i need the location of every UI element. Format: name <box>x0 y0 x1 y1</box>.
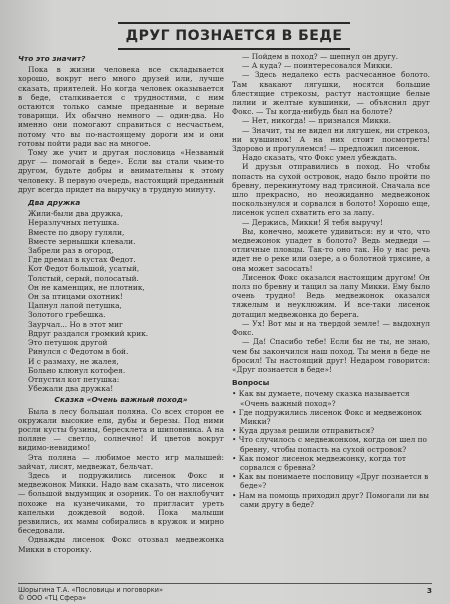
paragraph: Однажды лисенок Фокс отозвал медвежонка Микки в сторонку. <box>18 535 224 554</box>
question-item: • Как помог лисенок медвежонку, когда тот сорвался с бревна? <box>232 454 430 472</box>
question-item: • Как вы понимаете пословицу «Друг познается в беде»? <box>232 472 430 490</box>
paragraph: — Ух! Вот мы и на твердой земле! — выдохнул Фокс. <box>232 318 430 338</box>
footer-line: © ООО «ТЦ Сфера» <box>18 594 87 602</box>
poem-line: Заурчал... Но в этот миг <box>28 319 123 329</box>
poem-title: Два дружка <box>28 198 81 208</box>
footer-rule <box>18 583 432 584</box>
poem-line: Вместе по двору гуляли, <box>28 227 125 237</box>
paragraph: Надо сказать, что Фокс умел убеждать. <box>242 153 397 163</box>
poem-line: Отпустил кот петушка: <box>28 374 120 384</box>
poem-line: Кот Федот большой, усатый, <box>28 264 140 274</box>
page-number: 3 <box>426 586 432 595</box>
paragraph: — Держись, Микки! Я тебя выручу! <box>242 217 383 227</box>
poem-line: Где дремал в кустах Федот. <box>28 255 136 265</box>
poem-line: Неразлучных петушка. <box>28 218 120 228</box>
question-item: • Как вы думаете, почему сказка называется «Очень важный поход»? <box>232 389 430 407</box>
poem-line: Цапнул лапой петушка, <box>28 301 122 311</box>
paragraph: Эта поляна — любимое место игр малышей: зайчат, лисят, медвежат, бельчат. <box>18 452 224 471</box>
poem-line: Толстый, серый, полосатый. <box>28 273 139 283</box>
paragraph: Здесь и подружились лисенок Фокс и медвежонок Микки. Надо вам сказать, что лисенок — большой выдумщик и озорник. То он нахлобучит похоже на кузнечиками, то пригласит уреть капельки дождевой водой. Пока малыши резвились, их мамы собирались в кружок и мирно беседовали. <box>18 470 224 536</box>
poem-line: И с размаху, не жалея, <box>28 356 119 366</box>
paragraph: Была в лесу большая поляна. Со всех сторон ее окружали высокие ели, дубы и березы. Под ними росли кусты бузины, бересклета и шиповника. А на поляне — светло, солнечно! И цветов вокруг видимо-невидимо! <box>18 406 224 453</box>
paragraph: — Да! Спасибо тебе! Если бы не ты, не знаю, чем бы закончился наш поход. Ты меня в беде не бросил! Ты настоящий друг! Недаром говорится: «Друг познается в беде»! <box>232 337 430 374</box>
title-bar <box>118 22 350 50</box>
poem-line: Вместе зернышки клевали. <box>28 236 136 246</box>
paragraph: Лисенок Фокс оказался настоящим другом! Он полз по бревну и тащил за лапу Микки. Ему было очень трудно! Ведь медвежонок оказался тяжелым и неуклюжим. И все-таки лисенок дотащил медвежонка до берега. <box>232 272 430 319</box>
paragraph: — А куда? — поинтересовался Микки. <box>242 61 393 71</box>
poem <box>18 209 224 393</box>
question-item: • Куда друзья решили отправиться? <box>232 426 430 435</box>
poem-line: Забрели раз в огород, <box>28 246 114 256</box>
poem-line: Это петушок другой <box>28 338 108 348</box>
paragraph: Вы, конечно, можете удивиться: ну и что, что медвежонок упадет в болото? Ведь медведи — отличные пловцы. Так-то оно так. Но у нас речь идет не о реке или озере, а о болотной трясине, а она может засосать! <box>232 226 430 273</box>
poem-line: Золотого гребешка. <box>28 310 106 320</box>
poem-line: Больно клюнул котофея. <box>28 365 126 375</box>
page-title: ДРУГ ПОЗНАЕТСЯ В БЕДЕ <box>125 28 343 44</box>
paragraph: И друзья отправились в поход. Но чтобы попасть на сухой островок, надо было пройти по бревну, перекинутому над трясиной. Сначала все шло прекрасно, но неожиданно медвежонок поскользнулся и сорвался в болото! Хорошо еще, лисенок успел схватить его за лапу. <box>232 162 430 218</box>
poem-line: Он не каменщик, не плотник, <box>28 282 145 292</box>
story-paragraphs <box>18 407 224 554</box>
poem-line: Ринулся с Федотом в бой. <box>28 347 129 357</box>
poem-line: Убежали два дружка! <box>28 384 114 394</box>
left-column <box>18 52 224 554</box>
paragraph: — Нет, никогда! — признался Микки. <box>242 116 391 126</box>
section-heading-meaning: Что это значит? <box>18 54 86 63</box>
story-continuation <box>232 52 430 374</box>
footer-line: Шорыгина Т.А. «Пословицы и поговорки» <box>18 586 163 594</box>
paragraph: — Пойдем в поход? — шепнул он другу. <box>242 52 399 61</box>
paragraph: Тому же учит и другая пословица «Незваный друг — помогай в беде». Если вы стали чьим-то другом, будьте добры и внимательны к этому человеку. В первую очередь, настоящий преданный друг всегда придет на выручку в трудную минуту. <box>18 148 224 194</box>
paragraph: Пока в жизни человека все складывается хорошо, вокруг него много друзей или, лучше сказать, приятелей. Но когда человек оказывается в беде, сталкивается с трудностями, с ним остаются только самые преданные и верные товарищи. Их обычно немного — один-два. Но именно они помогают справиться с несчастьем, потому что вы по-настоящему дороги им и они готовы пойти ради вас на многое. <box>18 65 224 148</box>
footer <box>18 586 163 602</box>
intro-paragraphs <box>18 65 224 194</box>
right-column <box>232 52 430 509</box>
question-item: • Где подружились лисенок Фокс и медвежонок Микки? <box>232 408 430 426</box>
poem-line: Вдруг раздался громкий крик. <box>28 328 149 338</box>
question-item: • Нам на помощь приходил друг? Помогали ли вы сами другу в беде? <box>232 491 430 509</box>
story-title: Сказка «Очень важный поход» <box>54 395 188 405</box>
questions-heading: Вопросы <box>232 378 270 388</box>
poem-line: Он за птицами охотник! <box>28 292 123 302</box>
poem-line: Жили-были два дружка, <box>28 209 123 219</box>
questions-list <box>232 389 430 509</box>
paragraph: — Здесь недалеко есть расчесанное болото. Там квакают лягушки, носятся большие блестящие стрекозы, растут настоящие белые лилии и желтые кувшинки, — объяснил друг Фокс. — Ты когда-нибудь был на болоте? <box>232 70 430 117</box>
question-item: • Что случилось с медвежонком, когда он шел по бревну, чтобы попасть на сухой островок? <box>232 435 430 453</box>
paragraph: — Значит, ты не видел ни лягушек, ни стрекоз, ни кувшинок! А на них стоит посмотреть! Здорово и прогуляемся! — предложил лисенок. <box>232 125 430 154</box>
